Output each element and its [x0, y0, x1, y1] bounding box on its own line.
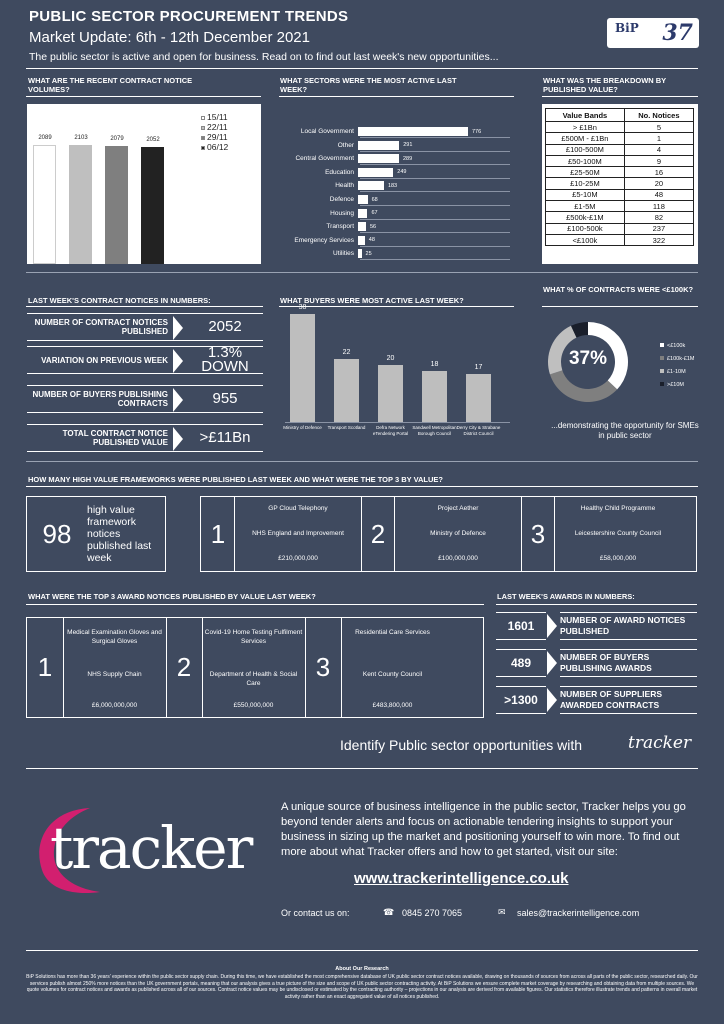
pie-legend-label: <£100k [667, 343, 686, 349]
sector-gridline [360, 137, 510, 138]
volume-bar [33, 145, 56, 264]
volume-bar-label: 2089 [38, 135, 52, 142]
volume-legend-item [201, 112, 228, 122]
tracker-divider [26, 768, 698, 769]
framework-buyer: Leicestershire County Council [574, 530, 662, 537]
bip-logo-number: 37 [662, 20, 693, 46]
volume-legend-label: 06/12 [207, 142, 229, 152]
sector-row [280, 141, 412, 150]
phone-link[interactable]: 0845 270 7065 [402, 908, 463, 918]
footer-divider [26, 950, 698, 951]
bands-row [546, 155, 694, 166]
award-name: Residential Care Services [355, 629, 430, 636]
tracker-url-link[interactable]: www.trackerintelligence.co.uk [354, 870, 569, 887]
numbers-value: 1.3% DOWN [201, 344, 249, 375]
band-count: 48 [624, 189, 693, 200]
volume-legend-swatch [201, 116, 205, 120]
award-numbers-title: LAST WEEK'S AWARDS IN NUMBERS: [497, 592, 635, 601]
sector-gridline [360, 232, 510, 233]
award-rank: 2 [176, 652, 192, 682]
award-number-label: NUMBER OF SUPPLIERS AWARDED CONTRACTS [560, 686, 697, 714]
sector-row [280, 222, 376, 231]
arrow-right-icon [547, 614, 557, 638]
email-icon: ✉ [498, 907, 506, 917]
numbers-row [27, 346, 263, 374]
sector-label: Transport [326, 223, 354, 231]
buyer-label: Ministry of Defence [283, 425, 322, 430]
bands-row [546, 234, 694, 245]
sector-label: Central Government [295, 155, 354, 163]
sector-label: Utilities [333, 250, 354, 258]
volume-legend-swatch [201, 136, 205, 140]
bip-logo [607, 18, 699, 48]
sector-bar [358, 168, 393, 177]
pie-legend-item [660, 353, 695, 366]
award-value: £550,000,000 [233, 702, 274, 709]
percent-legend [660, 340, 695, 392]
buyer-label: Transport Scotland [327, 425, 366, 430]
bands-col-count: No. Notices [624, 109, 693, 122]
sector-bar [358, 236, 365, 245]
numbers-row [27, 385, 263, 413]
arrow-right-icon [173, 349, 183, 373]
award-separator [305, 618, 306, 717]
framework-count: 98 [42, 518, 72, 549]
buyer-bar [334, 359, 359, 422]
sector-gridline [360, 178, 510, 179]
volume-bar-label: 2079 [110, 135, 124, 142]
sector-label: Local Government [300, 128, 354, 135]
awards-divider [26, 604, 484, 605]
numbers-label: TOTAL CONTRACT NOTICE PUBLISHED VALUE [62, 429, 168, 447]
band-count: 16 [624, 167, 693, 178]
band-label: £25-50M [546, 167, 625, 178]
email-link[interactable]: sales@trackerintelligence.com [517, 908, 640, 918]
bands-row [546, 212, 694, 223]
donut-slice [550, 370, 617, 402]
band-label: £100-500M [546, 144, 625, 155]
buyers-axis [285, 422, 510, 423]
pie-legend-swatch [660, 356, 664, 360]
bands-row [546, 223, 694, 234]
framework-rank: 3 [530, 518, 546, 549]
volume-legend-label: 29/11 [207, 132, 228, 142]
arrow-right-icon [173, 388, 183, 412]
sector-label: Education [325, 168, 354, 176]
numbers-label: NUMBER OF CONTRACT NOTICES PUBLISHED [34, 318, 168, 336]
footer-title: About Our Research [335, 966, 389, 972]
frameworks-top3 [200, 496, 697, 572]
buyer-bar [422, 371, 447, 422]
bands-col-value: Value Bands [546, 109, 625, 122]
page-subtitle: Market Update: 6th - 12th December 2021 [29, 29, 310, 46]
sector-row [280, 154, 412, 163]
percent-center: 37% [568, 348, 608, 369]
band-label: £5-10M [546, 189, 625, 200]
row2-divider [26, 461, 698, 462]
volume-bar-label: 2103 [74, 134, 88, 141]
intro-text: The public sector is active and open for business. Read on to find out last week's new opportunities... [29, 51, 499, 63]
buyer-value: 17 [474, 363, 483, 371]
sector-row [280, 236, 375, 245]
band-count: 118 [624, 201, 693, 212]
bands-row [546, 144, 694, 155]
bands-row [546, 201, 694, 212]
sector-value: 48 [368, 237, 375, 244]
pie-legend-label: £100k-£1M [667, 356, 695, 362]
buyer-value: 38 [298, 304, 307, 311]
bands-row [546, 122, 694, 133]
award-number-value: 489 [496, 649, 546, 677]
buyer-bar [290, 314, 315, 422]
bands-table [545, 108, 694, 246]
sectors-chart [280, 127, 514, 265]
sector-gridline [360, 246, 510, 247]
sector-value: 56 [369, 223, 377, 230]
award-number-value: 1601 [496, 612, 546, 640]
bands-row [546, 178, 694, 189]
award-number-label: NUMBER OF BUYERS PUBLISHING AWARDS [560, 649, 697, 677]
sector-gridline [360, 219, 510, 220]
numbers-label: VARIATION ON PREVIOUS WEEK [41, 355, 168, 365]
sector-row [280, 249, 372, 258]
sectors-title: WHAT SECTORS WERE THE MOST ACTIVE LAST WEEK? [280, 76, 457, 94]
band-count: 82 [624, 212, 693, 223]
volumes-legend [201, 112, 228, 152]
pie-legend-swatch [660, 369, 664, 373]
framework-rank: 2 [370, 518, 386, 549]
header-divider [26, 68, 698, 69]
pie-legend-swatch [660, 382, 664, 386]
sector-bar [358, 222, 366, 231]
bands-row [546, 189, 694, 200]
band-label: > £1Bn [546, 122, 625, 133]
numbers-row [27, 313, 263, 341]
bands-panel [542, 104, 698, 264]
volume-legend-label: 22/11 [207, 122, 228, 132]
volume-legend-swatch [201, 146, 205, 150]
pie-legend-swatch [660, 343, 664, 347]
framework-rank: 1 [210, 518, 226, 549]
sector-bar [358, 154, 399, 163]
framework-separator [361, 497, 362, 571]
identify-text: Identify Public sector opportunities with [340, 737, 583, 753]
awards-top3 [26, 617, 484, 718]
sector-bar [358, 209, 367, 218]
band-label: £10-25M [546, 178, 625, 189]
bands-row [546, 133, 694, 144]
bip-logo-text: BiP [615, 21, 639, 35]
band-label: £50-100M [546, 155, 625, 166]
framework-name: Project Aether [437, 505, 479, 512]
sector-gridline [360, 151, 510, 152]
arrow-right-icon [173, 316, 183, 340]
sector-bar [358, 127, 468, 136]
tracker-small-logo: tracker [628, 733, 692, 753]
band-label: £500k-£1M [546, 212, 625, 223]
framework-value: £58,000,000 [599, 555, 637, 562]
contact-label: Or contact us on: [281, 908, 350, 918]
award-value: £483,800,000 [372, 702, 413, 709]
volume-legend-swatch [201, 126, 205, 130]
award-buyer: NHS Supply Chain [87, 671, 142, 678]
sector-row [280, 209, 378, 218]
row1-divider [26, 272, 698, 273]
percent-divider [542, 306, 698, 307]
award-name: Medical Examination Gloves and Surgical Gloves [67, 629, 162, 645]
band-count: 4 [624, 144, 693, 155]
volume-bar [69, 145, 92, 264]
framework-count-text: high value framework notices published last week [87, 504, 152, 564]
sector-gridline [360, 164, 510, 165]
volumes-bars [27, 104, 197, 264]
sector-label: Housing [330, 209, 354, 217]
band-label: £500M - £1Bn [546, 133, 625, 144]
sector-bar [358, 141, 399, 150]
buyers-title: WHAT BUYERS WERE MOST ACTIVE LAST WEEK? [280, 296, 464, 305]
buyers-chart [280, 304, 514, 454]
framework-value: £210,000,000 [278, 555, 318, 562]
awards-title: WHAT WERE THE TOP 3 AWARD NOTICES PUBLISHED BY VALUE LAST WEEK? [28, 592, 316, 601]
award-rank: 1 [37, 652, 53, 682]
numbers-value: >£11Bn [199, 429, 251, 446]
frameworks-divider [26, 486, 698, 487]
tracker-blurb: A unique source of business intelligence in the public sector, Tracker helps you go beyond tender alerts and focus on actionable tendering insights to support your business in sizing up the market and positioning yourself to win more. To find out more about what Tracker offers and how to get started, visit our site: [281, 801, 686, 858]
pie-legend-label: £1-10M [667, 369, 686, 375]
buyer-label: Sandwell Metropolitan Borough Council [412, 425, 457, 436]
award-numbers-divider [496, 604, 697, 605]
band-count: 322 [624, 234, 693, 245]
sector-row [280, 195, 378, 204]
arrow-right-icon [547, 651, 557, 675]
band-count: 20 [624, 178, 693, 189]
volumes-divider [26, 96, 261, 97]
bands-divider [542, 96, 698, 97]
footer-text: BiP Solutions has more than 36 years' experience within the public sector supply chain. During this time, we have established the most comprehensive database of UK public sector contract notices available, drawing on thousands of sources from across all parts of the public sector, researched daily. Our services publish almost 250% more notices than the UK government portals, meaning that our analysis gives a true picture of the size and scope of UK public sector contracting activity. At BiP Solutions we ensure complete market coverage by researching and obtaining data from multiple sources. We quote volumes for contract notices and awards as published across all of our sources. Contract notice values may be undisclosed or estimated by the contracting authority – projections in our analysis are derived from available figures. Our statistics therefore illustrate trends and patterns in overall market activity rather than an exact aggregated value of all notices published. [26, 974, 698, 1000]
sectors-divider [279, 96, 514, 97]
tracker-big-logo [30, 800, 260, 900]
sector-row [280, 168, 406, 177]
sector-label: Health [335, 182, 354, 190]
buyer-label: Derry City & Strabane District Council [456, 425, 501, 436]
sector-row [280, 127, 481, 136]
frameworks-title: HOW MANY HIGH VALUE FRAMEWORKS WERE PUBLISHED LAST WEEK AND WHAT WERE THE TOP 3 BY VALUE? [28, 475, 444, 484]
volume-legend-item [201, 142, 228, 152]
numbers-title: LAST WEEK'S CONTRACT NOTICES IN NUMBERS: [28, 296, 211, 305]
volume-bar-label: 2052 [146, 137, 160, 144]
framework-buyer: Ministry of Defence [430, 530, 486, 537]
sector-gridline [360, 205, 510, 206]
volume-bar [105, 146, 128, 264]
framework-name: Healthy Child Programme [580, 505, 656, 512]
bands-row [546, 167, 694, 178]
framework-value: £100,000,000 [438, 555, 478, 562]
buyer-bar [466, 374, 491, 422]
sector-gridline [360, 191, 510, 192]
band-count: 1 [624, 133, 693, 144]
band-label: <£100k [546, 234, 625, 245]
pie-legend-label: >£10M [667, 382, 684, 388]
band-label: £100-500k [546, 223, 625, 234]
sector-value: 67 [371, 210, 378, 217]
bands-title: WHAT WAS THE BREAKDOWN BY PUBLISHED VALUE? [543, 76, 667, 94]
framework-buyer: NHS England and Improvement [252, 530, 344, 537]
volumes-chart [27, 104, 261, 264]
tracker-big-logo-text: tracker [50, 814, 252, 882]
sector-label: Emergency Services [294, 236, 354, 244]
band-count: 9 [624, 155, 693, 166]
arrow-right-icon [173, 427, 183, 451]
framework-count-box [26, 496, 166, 572]
award-separator [166, 618, 167, 717]
arrow-right-icon [547, 688, 557, 712]
percent-title: WHAT % OF CONTRACTS WERE <£100K? [543, 285, 694, 294]
award-value: £6,000,000,000 [91, 702, 138, 709]
sector-label: Defence [329, 196, 354, 203]
sector-bar [358, 181, 384, 190]
pie-legend-item [660, 379, 695, 392]
sector-value: 68 [371, 196, 378, 203]
sector-row [280, 181, 397, 190]
buyer-label: Defra Network eTendering Portal [372, 425, 409, 436]
volume-bar [141, 147, 164, 264]
band-count: 237 [624, 223, 693, 234]
volume-legend-item [201, 132, 228, 142]
buyer-value: 18 [430, 360, 439, 368]
award-buyer: Kent County Council [362, 671, 423, 678]
sector-value: 776 [472, 128, 482, 135]
band-count: 5 [624, 122, 693, 133]
award-number-label: NUMBER OF AWARD NOTICES PUBLISHED [560, 612, 697, 640]
pie-legend-item [660, 366, 695, 379]
volume-legend-item [201, 122, 228, 132]
sector-label: Other [337, 141, 354, 149]
award-number-value: >1300 [496, 686, 546, 714]
sector-value: 25 [365, 250, 372, 257]
page-title: PUBLIC SECTOR PROCUREMENT TRENDS [29, 8, 349, 25]
numbers-value: 955 [212, 390, 238, 407]
sector-value: 183 [387, 182, 398, 189]
percent-caption: ...demonstrating the opportunity for SMEs in public sector [551, 421, 699, 440]
band-label: £1-5M [546, 201, 625, 212]
buyer-value: 22 [342, 349, 351, 357]
framework-separator [521, 497, 522, 571]
numbers-value: 2052 [208, 318, 242, 335]
sector-value: 291 [403, 142, 413, 149]
numbers-row [27, 424, 263, 452]
phone-icon: ☎ [383, 907, 395, 917]
framework-name: GP Cloud Telephony [268, 505, 328, 512]
volume-legend-label: 15/11 [207, 112, 228, 122]
buyer-value: 20 [386, 355, 395, 363]
pie-legend-item [660, 340, 695, 353]
award-buyer: Department of Health & Social Care [209, 671, 298, 687]
numbers-label: NUMBER OF BUYERS PUBLISHING CONTRACTS [32, 390, 168, 408]
numbers-divider [26, 306, 263, 307]
award-rank: 3 [315, 652, 331, 682]
volumes-title: WHAT ARE THE RECENT CONTRACT NOTICE VOLUMES? [28, 76, 193, 94]
award-name: Covid-19 Home Testing Fulfilment Services [204, 629, 303, 645]
sector-value: 249 [397, 169, 407, 176]
sector-bar [358, 195, 368, 204]
buyer-bar [378, 365, 403, 422]
sector-value: 289 [402, 155, 413, 162]
sector-gridline [360, 259, 510, 260]
